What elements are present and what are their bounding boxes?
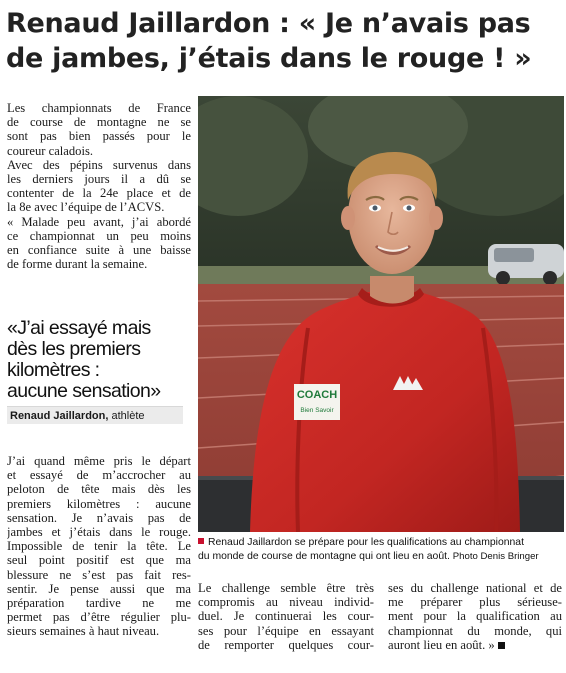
intro-line: la 8e avec l’équipe de l’ACVS. — [7, 200, 165, 215]
pull-quote-line: aucune sensation» — [7, 380, 161, 402]
intro-line: Les championnats de France — [7, 101, 191, 115]
body-line: J’ai quand même pris le départ — [7, 454, 191, 468]
pull-quote-credit-role: athlète — [111, 410, 145, 422]
body-column-left — [7, 454, 191, 639]
body-line: ses pour l’équipe en essayant — [198, 623, 374, 638]
end-of-article-square-icon — [498, 642, 505, 649]
intro-line: « Malade peu avant, j’ai abordé — [7, 214, 191, 229]
intro-line: Avec des pépins survenus dans — [7, 157, 191, 172]
intro-paragraph — [7, 101, 191, 271]
body-column-right — [388, 581, 562, 652]
photo-credit: Photo Denis Bringer — [452, 551, 539, 562]
shirt-logo-sub: Bien Savoir — [300, 407, 334, 414]
photo-caption — [198, 536, 564, 564]
body-line: seul point positif est que ma — [7, 553, 191, 568]
body-line: auront lieu en août. » — [388, 638, 562, 652]
caption-line: du monde de course de montagne qui ont lieu en août. Photo Denis Bringer — [198, 551, 539, 562]
body-line: sentir. Je pense aussi que ma — [7, 581, 191, 596]
body-line: sensation. Je n’avais pas de — [7, 510, 191, 525]
body-column-middle — [198, 581, 374, 652]
intro-line: contenter de la 24e place et de — [7, 186, 191, 201]
body-line: blessure ne s’est pas fait res- — [7, 567, 191, 582]
pull-quote-line: dès les premiers — [7, 338, 141, 360]
body-line: premiers kilomètres : aucune — [7, 496, 191, 511]
intro-line: ce championnat un peu moins — [7, 228, 191, 243]
intro-line: de forme durant la semaine. — [7, 257, 148, 272]
body-line: peloton de tête mais dès les — [7, 482, 191, 497]
body-line: sieurs semaines à haut niveau. — [7, 624, 160, 639]
intro-line: de course de montagne ne se — [7, 115, 191, 130]
body-line: Le challenge semble être très — [198, 581, 374, 595]
intro-line: sont pas bien passés pour le — [7, 129, 191, 144]
pull-quote — [7, 318, 185, 424]
caption-line: Renaud Jaillardon se prépare pour les qualifications au championnat — [198, 536, 564, 550]
pull-quote-line: kilomètres : — [7, 359, 100, 381]
body-line: duel. Je continuerai les cour- — [198, 609, 374, 624]
headline — [6, 6, 562, 76]
headline-line: Renaud Jaillardon : « Je n’avais pas — [6, 8, 531, 39]
pull-quote-credit-name: Renaud Jaillardon, — [10, 410, 109, 422]
athlete-portrait-photo-icon — [198, 96, 564, 532]
body-line: Impossible de tenir la tête. Le — [7, 539, 191, 554]
headline-line: de jambes, j’étais dans le rouge ! » — [6, 43, 532, 74]
body-line: me préparer plus sérieuse- — [388, 595, 562, 610]
intro-line: coureur caladois. — [7, 143, 94, 158]
caption-square-icon — [198, 538, 204, 544]
athlete-photo — [198, 96, 564, 532]
body-line: compromis au niveau individ- — [198, 595, 374, 610]
body-line: permet pas d’être régulier plu- — [7, 610, 191, 625]
body-line: préparation tardive ne me — [7, 596, 191, 611]
pull-quote-text — [7, 318, 185, 402]
body-line: jambes et j’étais dans le rouge. — [7, 525, 191, 540]
body-line: ment pour la qualification au — [388, 609, 562, 624]
body-line: championnat du monde, qui — [388, 623, 562, 638]
intro-line: les derniers jours il a dû se — [7, 172, 191, 187]
shirt-logo: COACH — [296, 389, 338, 401]
body-line: et essayé de m’accrocher au — [7, 468, 191, 483]
pull-quote-line: «J’ai essayé mais — [7, 317, 151, 339]
body-line: de remporter quelques cour- — [198, 637, 374, 652]
intro-line: en confiance suite à une baisse — [7, 243, 191, 258]
pull-quote-credit — [7, 406, 183, 424]
body-line: ses du challenge national et de — [388, 581, 562, 595]
